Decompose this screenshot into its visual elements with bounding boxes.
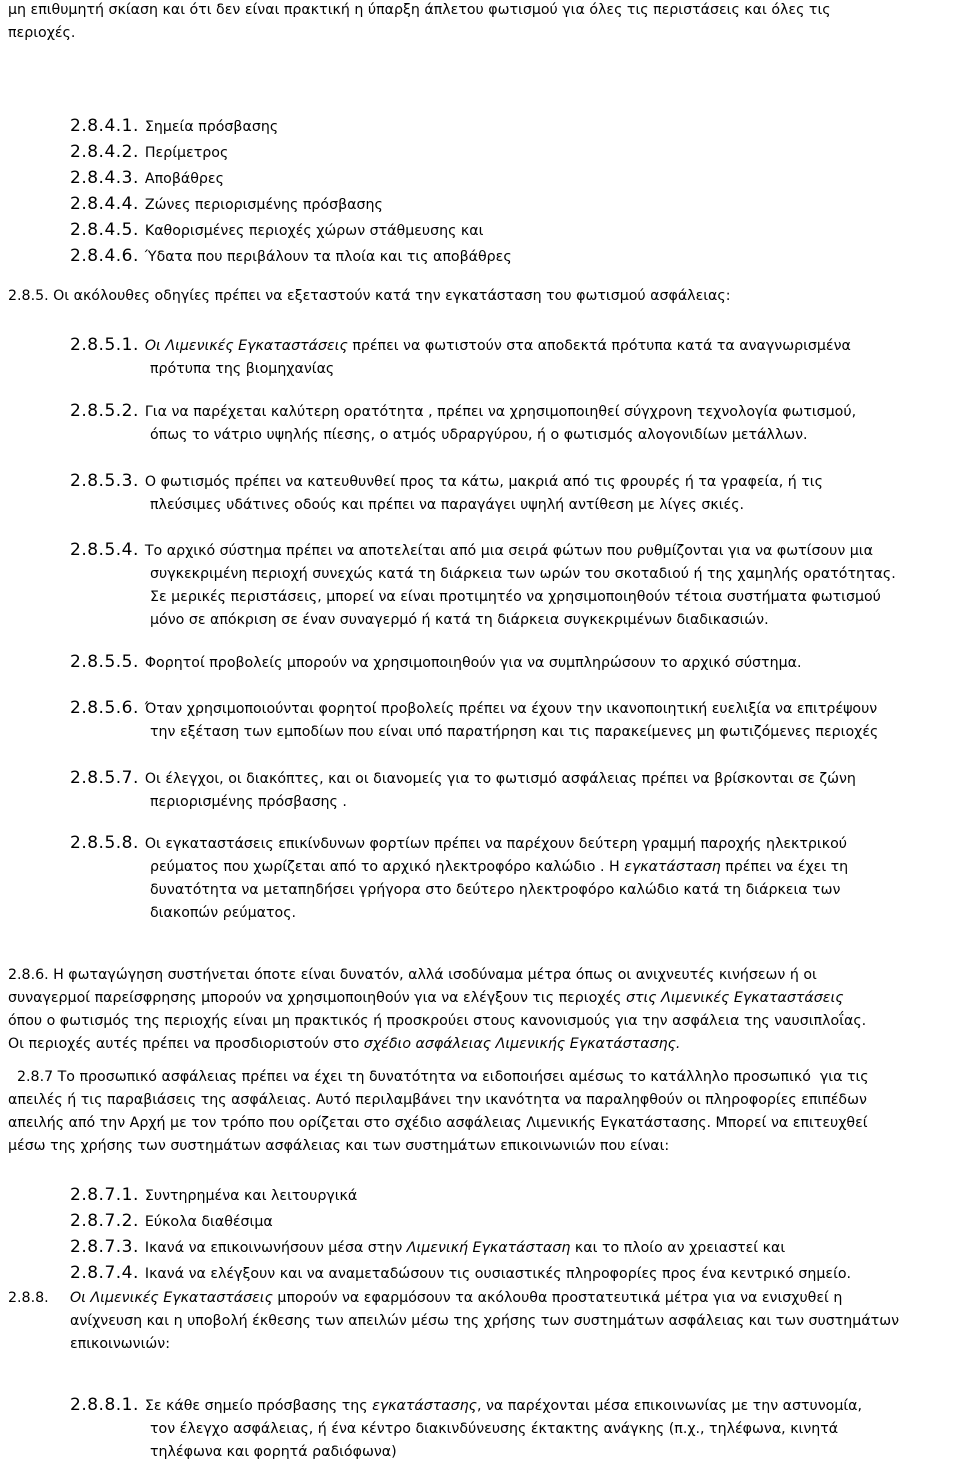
paragraph-2-8-8: 2.8.8. Οι Λιμενικές Εγκαταστάσεις μπορούν να εφαρμόσουν τα ακόλουθα προστατευτικά μέτρα για να ενισχυθεί η ανίχνευση και η υποβολή έκθεσης των απειλών μέσω της χρήσης των συστημάτων ασφάλειας και των συστημάτων επικοινωνιών: [8, 1290, 900, 1352]
list-item: 2.8.4.4. Ζώνες περιορισμένης πρόσβασης [70, 194, 383, 214]
intro-paragraph [8, 0, 952, 45]
list-item: 2.8.4.5. Καθορισμένες περιοχές χώρων στάθμευσης και [70, 220, 484, 240]
list-2-8-7 [70, 1182, 851, 1286]
list-item: 2.8.4.1. Σημεία πρόσβασης [70, 116, 279, 136]
item-2-8-8-1: 2.8.8.1. Σε κάθε σημείο πρόσβασης της εγκατάστασης, να παρέχονται μέσα επικοινωνίας με την αστυνομία, τον έλεγχο ασφάλειας, ή ένα κέντρο διακινδύνευσης έκτακτης ανάγκης (π.χ., τηλέφωνα, κινητά τηλέφωνα και φορητά ραδιόφωνα) [70, 1395, 863, 1460]
list-item: 2.8.4.2. Περίμετρος [70, 142, 229, 162]
list-2-8-4 [70, 113, 512, 269]
list-item: 2.8.4.3. Αποβάθρες [70, 168, 224, 188]
item-2-8-5-1: 2.8.5.1. Οι Λιμενικές Εγκαταστάσεις πρέπει να φωτιστούν στα αποδεκτά πρότυπα κατά τα αναγνωρισμένα πρότυπα της βιομηχανίας [70, 335, 851, 377]
list-item: 2.8.7.3. Ικανά να επικοινωνήσουν μέσα στην Λιμενική Εγκατάσταση και το πλοίο αν χρειαστεί και [70, 1237, 786, 1257]
paragraph-2-8-7: 2.8.7 Το προσωπικό ασφάλειας πρέπει να έχει τη δυνατότητα να ειδοποιήσει αμέσως το κατάλληλο προσωπικό για τις απειλές ή τις παραβιάσεις της ασφάλειας. Αυτό περιλαμβάνει την ικανότητα να παραληφθούν οι πληροφορίες επιπέδων απειλής από την Αρχή με τον τρόπο που ορίζεται στο σχέδιο ασφάλειας Λιμενικής Εγκατάστασης. Μπορεί να επιτευχθεί μέσω της χρήσης των συστημάτων ασφάλειας και των συστημάτων επικοινωνιών που είναι: [8, 1069, 869, 1154]
paragraph-2-8-6: 2.8.6. Η φωταγώγηση συστήνεται όποτε είναι δυνατόν, αλλά ισοδύναμα μέτρα όπως οι ανιχνευτές κινήσεων ή οι συναγερμοί παρείσφρησης μπορούν να χρησιμοποιηθούν για να ελέγξουν τις περιοχές στις Λιμενικές Εγκαταστάσεις όπου ο φωτισμός της περιοχής είναι μη πρακτικός ή προσκρούει στους κανονισμούς για την ασφάλεια της ναυσιπλοΐας. Οι περιοχές αυτές πρέπει να προσδιοριστούν στο σχέδιο ασφάλειας Λιμενικής Εγκατάστασης. [8, 967, 867, 1052]
text-line: μη επιθυμητή σκίαση και ότι δεν είναι πρακτική η ύπαρξη άπλετου φωτισμού για όλες τις περιστάσεις και όλες τις [8, 2, 831, 18]
list-item: 2.8.7.4. Ικανά να ελέγξουν και να αναμεταδώσουν τις ουσιαστικές πληροφορίες προς ένα κεντρικό σημείο. [70, 1263, 852, 1283]
item-2-8-5-3: 2.8.5.3. Ο φωτισμός πρέπει να κατευθυνθεί προς τα κάτω, μακριά από τις φρουρές ή τα γραφεία, ή τις πλεύσιμες υδάτινες οδούς και πρέπει να παραγάγει υψηλή αντίθεση με λίγες σκιές. [70, 471, 823, 513]
section-heading-2-8-5: 2.8.5. Οι ακόλουθες οδηγίες πρέπει να εξεταστούν κατά την εγκατάσταση του φωτισμού ασφάλειας: [8, 288, 731, 304]
list-item: 2.8.7.1. Συντηρημένα και λειτουργικά [70, 1185, 358, 1205]
item-2-8-5-8: 2.8.5.8. Οι εγκαταστάσεις επικίνδυνων φορτίων πρέπει να παρέχουν δεύτερη γραμμή παροχής ηλεκτρικού ρεύματος που χωρίζεται από το αρχικό ηλεκτροφόρο καλώδιο . Η εγκατάσταση πρέπει να έχει τη δυνατότητα να μεταπηδήσει γρήγορα στο δεύτερο ηλεκτροφόρο καλώδιο κατά τη διάρκεια των διακοπών ρεύματος. [70, 833, 849, 921]
item-2-8-5-4: 2.8.5.4. Το αρχικό σύστημα πρέπει να αποτελείται από μια σειρά φώτων που ρυθμίζονται για να φωτίσουν μια συγκεκριμένη περιοχή συνεχώς κατά τη διάρκεια των ωρών του σκοταδιού ή της χαμηλής ορατότητας. Σε μερικές περιστάσεις, μπορεί να είναι προτιμητέο να χρησιμοποιηθούν τέτοια συστήματα φωτισμού μόνο σε απόκριση σε έναν συναγερμό ή κατά τη διάρκεια συγκεκριμένων διαδικασιών. [70, 540, 896, 628]
text-line: περιοχές. [8, 25, 76, 41]
item-2-8-5-6: 2.8.5.6. Όταν χρησιμοποιούνται φορητοί προβολείς πρέπει να έχουν την ικανοποιητική ευελιξία να επιτρέψουν την εξέταση των εμποδίων που είναι υπό παρατήρηση και τις παρακείμενες μη φωτιζόμενες περιοχές [70, 698, 879, 740]
item-2-8-5-2: 2.8.5.2. Για να παρέχεται καλύτερη ορατότητα , πρέπει να χρησιμοποιηθεί σύγχρονη τεχνολογία φωτισμού, όπως το νάτριο υψηλής πίεσης, ο ατμός υδραργύρου, ή ο φωτισμός αλογονιδίων μετάλλων. [70, 401, 857, 443]
item-2-8-5-7: 2.8.5.7. Οι έλεγχοι, οι διακόπτες, και οι διανομείς για το φωτισμό ασφάλειας πρέπει να βρίσκονται σε ζώνη περιορισμένης πρόσβασης . [70, 768, 856, 810]
item-2-8-5-5: 2.8.5.5. Φορητοί προβολείς μπορούν να χρησιμοποιηθούν για να συμπληρώσουν το αρχικό σύστημα. [70, 652, 802, 672]
list-item: 2.8.7.2. Εύκολα διαθέσιμα [70, 1211, 273, 1231]
list-item: 2.8.4.6. Ύδατα που περιβάλουν τα πλοία και τις αποβάθρες [70, 246, 512, 266]
